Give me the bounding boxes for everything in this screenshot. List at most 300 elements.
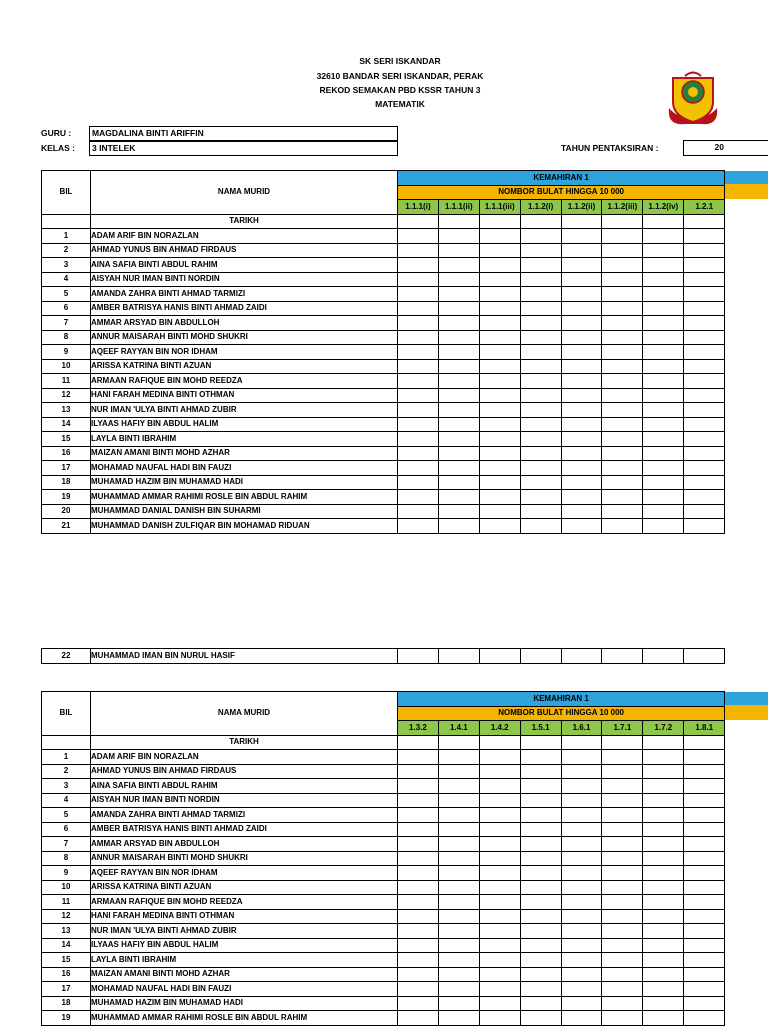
score-cell[interactable] — [520, 793, 561, 808]
tahun-field[interactable]: 20 — [683, 140, 768, 156]
score-cell[interactable] — [561, 779, 602, 794]
score-cell[interactable] — [643, 345, 684, 360]
score-cell[interactable] — [684, 822, 725, 837]
score-cell[interactable] — [438, 359, 479, 374]
score-cell[interactable] — [643, 909, 684, 924]
score-cell[interactable] — [398, 229, 439, 244]
score-cell[interactable] — [438, 982, 479, 997]
score-cell[interactable] — [398, 301, 439, 316]
score-cell[interactable] — [479, 1011, 520, 1026]
score-cell[interactable] — [684, 432, 725, 447]
score-cell[interactable] — [520, 953, 561, 968]
score-cell[interactable] — [520, 475, 561, 490]
score-cell[interactable] — [520, 345, 561, 360]
score-cell[interactable] — [684, 504, 725, 519]
score-cell[interactable] — [438, 779, 479, 794]
score-cell[interactable] — [520, 924, 561, 939]
tarikh-date-cell[interactable] — [561, 735, 602, 750]
score-cell[interactable] — [643, 851, 684, 866]
kelas-field[interactable]: 3 INTELEK — [89, 141, 398, 156]
score-cell[interactable] — [643, 519, 684, 534]
tarikh-date-cell[interactable] — [643, 214, 684, 229]
score-cell[interactable] — [398, 822, 439, 837]
score-cell[interactable] — [438, 272, 479, 287]
score-cell[interactable] — [398, 330, 439, 345]
score-cell[interactable] — [561, 924, 602, 939]
score-cell[interactable] — [479, 808, 520, 823]
score-cell[interactable] — [561, 1011, 602, 1026]
tarikh-date-cell[interactable] — [684, 735, 725, 750]
score-cell[interactable] — [520, 909, 561, 924]
score-cell[interactable] — [520, 287, 561, 302]
score-cell[interactable] — [684, 866, 725, 881]
score-cell[interactable] — [438, 938, 479, 953]
score-cell[interactable] — [520, 446, 561, 461]
score-cell[interactable] — [643, 866, 684, 881]
score-cell[interactable] — [684, 388, 725, 403]
score-cell[interactable] — [643, 229, 684, 244]
score-cell[interactable] — [602, 345, 643, 360]
score-cell[interactable] — [684, 301, 725, 316]
score-cell[interactable] — [479, 374, 520, 389]
score-cell[interactable] — [561, 446, 602, 461]
score-cell[interactable] — [520, 837, 561, 852]
score-cell[interactable] — [520, 359, 561, 374]
score-cell[interactable] — [684, 924, 725, 939]
score-cell[interactable] — [561, 967, 602, 982]
score-cell[interactable] — [561, 243, 602, 258]
score-cell[interactable] — [643, 504, 684, 519]
score-cell[interactable] — [602, 822, 643, 837]
score-cell[interactable] — [479, 779, 520, 794]
score-cell[interactable] — [561, 764, 602, 779]
score-cell[interactable] — [643, 793, 684, 808]
score-cell[interactable] — [479, 822, 520, 837]
score-cell[interactable] — [602, 519, 643, 534]
score-cell[interactable] — [479, 475, 520, 490]
score-cell[interactable] — [438, 301, 479, 316]
score-cell[interactable] — [561, 432, 602, 447]
score-cell[interactable] — [643, 490, 684, 505]
score-cell[interactable] — [438, 446, 479, 461]
score-cell[interactable] — [479, 764, 520, 779]
score-cell[interactable] — [602, 417, 643, 432]
score-cell[interactable] — [602, 446, 643, 461]
score-cell[interactable] — [561, 750, 602, 765]
score-cell[interactable] — [479, 953, 520, 968]
score-cell[interactable] — [398, 388, 439, 403]
score-cell[interactable] — [602, 301, 643, 316]
score-cell[interactable] — [438, 330, 479, 345]
score-cell[interactable] — [520, 866, 561, 881]
score-cell[interactable] — [602, 272, 643, 287]
score-cell[interactable] — [602, 851, 643, 866]
score-cell[interactable] — [479, 432, 520, 447]
score-cell[interactable] — [398, 967, 439, 982]
score-cell[interactable] — [561, 403, 602, 418]
score-cell[interactable] — [602, 1011, 643, 1026]
score-cell[interactable] — [684, 793, 725, 808]
score-cell[interactable] — [438, 851, 479, 866]
score-cell[interactable] — [643, 374, 684, 389]
score-cell[interactable] — [438, 793, 479, 808]
score-cell[interactable] — [561, 461, 602, 476]
score-cell[interactable] — [438, 287, 479, 302]
score-cell[interactable] — [479, 938, 520, 953]
tarikh-date-cell[interactable] — [438, 735, 479, 750]
score-cell[interactable] — [684, 750, 725, 765]
score-cell[interactable] — [643, 924, 684, 939]
score-cell[interactable] — [398, 837, 439, 852]
score-cell[interactable] — [602, 316, 643, 331]
tarikh-date-cell[interactable] — [479, 214, 520, 229]
score-cell[interactable] — [479, 504, 520, 519]
tarikh-date-cell[interactable] — [561, 214, 602, 229]
score-cell[interactable] — [438, 229, 479, 244]
score-cell[interactable] — [398, 316, 439, 331]
score-cell[interactable] — [602, 938, 643, 953]
score-cell[interactable] — [520, 403, 561, 418]
score-cell[interactable] — [643, 258, 684, 273]
score-cell[interactable] — [561, 374, 602, 389]
score-cell[interactable] — [684, 909, 725, 924]
score-cell[interactable] — [520, 432, 561, 447]
score-cell[interactable] — [398, 446, 439, 461]
score-cell[interactable] — [438, 504, 479, 519]
score-cell[interactable] — [438, 837, 479, 852]
score-cell[interactable] — [520, 764, 561, 779]
tarikh-date-cell[interactable] — [479, 735, 520, 750]
score-cell[interactable] — [520, 996, 561, 1011]
score-cell[interactable] — [643, 388, 684, 403]
score-cell[interactable] — [561, 229, 602, 244]
score-cell[interactable] — [561, 793, 602, 808]
score-cell[interactable] — [398, 779, 439, 794]
score-cell[interactable] — [479, 446, 520, 461]
score-cell[interactable] — [520, 388, 561, 403]
score-cell[interactable] — [561, 504, 602, 519]
tarikh-date-cell[interactable] — [602, 214, 643, 229]
score-cell[interactable] — [398, 345, 439, 360]
score-cell[interactable] — [479, 359, 520, 374]
score-cell[interactable] — [479, 461, 520, 476]
score-cell[interactable] — [398, 272, 439, 287]
score-cell[interactable] — [398, 519, 439, 534]
score-cell[interactable] — [643, 808, 684, 823]
score-cell[interactable] — [438, 374, 479, 389]
score-cell[interactable] — [684, 880, 725, 895]
score-cell[interactable] — [602, 866, 643, 881]
score-cell[interactable] — [398, 417, 439, 432]
score-cell[interactable] — [602, 953, 643, 968]
score-cell[interactable] — [520, 750, 561, 765]
score-cell[interactable] — [479, 996, 520, 1011]
score-cell[interactable] — [520, 330, 561, 345]
score-cell[interactable] — [684, 374, 725, 389]
score-cell[interactable] — [602, 996, 643, 1011]
score-cell[interactable] — [398, 359, 439, 374]
score-cell[interactable] — [438, 880, 479, 895]
score-cell[interactable] — [520, 490, 561, 505]
score-cell[interactable] — [643, 967, 684, 982]
score-cell[interactable] — [398, 880, 439, 895]
score-cell[interactable] — [561, 287, 602, 302]
score-cell[interactable] — [520, 272, 561, 287]
score-cell[interactable] — [602, 764, 643, 779]
score-cell[interactable] — [398, 258, 439, 273]
score-cell[interactable] — [561, 417, 602, 432]
score-cell[interactable] — [520, 649, 561, 664]
score-cell[interactable] — [520, 822, 561, 837]
score-cell[interactable] — [479, 895, 520, 910]
score-cell[interactable] — [561, 475, 602, 490]
score-cell[interactable] — [398, 895, 439, 910]
score-cell[interactable] — [438, 519, 479, 534]
score-cell[interactable] — [561, 490, 602, 505]
score-cell[interactable] — [398, 461, 439, 476]
tarikh-date-cell[interactable] — [643, 735, 684, 750]
score-cell[interactable] — [643, 301, 684, 316]
score-cell[interactable] — [602, 330, 643, 345]
tarikh-date-cell[interactable] — [684, 214, 725, 229]
score-cell[interactable] — [398, 851, 439, 866]
score-cell[interactable] — [438, 764, 479, 779]
score-cell[interactable] — [479, 837, 520, 852]
score-cell[interactable] — [684, 359, 725, 374]
score-cell[interactable] — [479, 229, 520, 244]
score-cell[interactable] — [438, 953, 479, 968]
score-cell[interactable] — [438, 243, 479, 258]
score-cell[interactable] — [643, 837, 684, 852]
score-cell[interactable] — [561, 851, 602, 866]
score-cell[interactable] — [602, 403, 643, 418]
score-cell[interactable] — [438, 996, 479, 1011]
score-cell[interactable] — [520, 374, 561, 389]
score-cell[interactable] — [684, 446, 725, 461]
score-cell[interactable] — [398, 938, 439, 953]
score-cell[interactable] — [398, 924, 439, 939]
score-cell[interactable] — [561, 895, 602, 910]
score-cell[interactable] — [398, 649, 439, 664]
score-cell[interactable] — [479, 272, 520, 287]
score-cell[interactable] — [479, 866, 520, 881]
score-cell[interactable] — [684, 461, 725, 476]
score-cell[interactable] — [398, 793, 439, 808]
score-cell[interactable] — [479, 243, 520, 258]
guru-field[interactable]: MAGDALINA BINTI ARIFFIN — [89, 126, 398, 141]
score-cell[interactable] — [479, 301, 520, 316]
score-cell[interactable] — [520, 504, 561, 519]
score-cell[interactable] — [520, 895, 561, 910]
tarikh-date-cell[interactable] — [520, 214, 561, 229]
score-cell[interactable] — [520, 982, 561, 997]
score-cell[interactable] — [602, 649, 643, 664]
score-cell[interactable] — [398, 403, 439, 418]
score-cell[interactable] — [479, 345, 520, 360]
score-cell[interactable] — [643, 243, 684, 258]
score-cell[interactable] — [520, 258, 561, 273]
score-cell[interactable] — [643, 417, 684, 432]
score-cell[interactable] — [643, 475, 684, 490]
score-cell[interactable] — [643, 996, 684, 1011]
score-cell[interactable] — [438, 822, 479, 837]
score-cell[interactable] — [438, 808, 479, 823]
tarikh-date-cell[interactable] — [398, 214, 439, 229]
score-cell[interactable] — [438, 866, 479, 881]
score-cell[interactable] — [520, 880, 561, 895]
score-cell[interactable] — [561, 258, 602, 273]
score-cell[interactable] — [520, 461, 561, 476]
score-cell[interactable] — [561, 996, 602, 1011]
score-cell[interactable] — [684, 764, 725, 779]
score-cell[interactable] — [479, 909, 520, 924]
score-cell[interactable] — [479, 519, 520, 534]
score-cell[interactable] — [520, 243, 561, 258]
score-cell[interactable] — [479, 851, 520, 866]
score-cell[interactable] — [479, 417, 520, 432]
score-cell[interactable] — [438, 417, 479, 432]
score-cell[interactable] — [602, 490, 643, 505]
score-cell[interactable] — [602, 924, 643, 939]
score-cell[interactable] — [398, 953, 439, 968]
score-cell[interactable] — [561, 953, 602, 968]
score-cell[interactable] — [438, 750, 479, 765]
score-cell[interactable] — [398, 982, 439, 997]
score-cell[interactable] — [643, 750, 684, 765]
score-cell[interactable] — [520, 1011, 561, 1026]
score-cell[interactable] — [561, 880, 602, 895]
score-cell[interactable] — [520, 938, 561, 953]
score-cell[interactable] — [684, 345, 725, 360]
score-cell[interactable] — [438, 461, 479, 476]
score-cell[interactable] — [561, 938, 602, 953]
score-cell[interactable] — [520, 779, 561, 794]
score-cell[interactable] — [479, 793, 520, 808]
score-cell[interactable] — [643, 764, 684, 779]
score-cell[interactable] — [643, 938, 684, 953]
score-cell[interactable] — [684, 953, 725, 968]
score-cell[interactable] — [602, 793, 643, 808]
score-cell[interactable] — [602, 895, 643, 910]
score-cell[interactable] — [602, 967, 643, 982]
score-cell[interactable] — [561, 316, 602, 331]
score-cell[interactable] — [479, 490, 520, 505]
score-cell[interactable] — [398, 1011, 439, 1026]
score-cell[interactable] — [684, 243, 725, 258]
score-cell[interactable] — [643, 446, 684, 461]
score-cell[interactable] — [561, 837, 602, 852]
score-cell[interactable] — [398, 475, 439, 490]
score-cell[interactable] — [684, 895, 725, 910]
score-cell[interactable] — [684, 287, 725, 302]
score-cell[interactable] — [602, 750, 643, 765]
score-cell[interactable] — [602, 432, 643, 447]
score-cell[interactable] — [561, 649, 602, 664]
score-cell[interactable] — [479, 982, 520, 997]
score-cell[interactable] — [438, 475, 479, 490]
score-cell[interactable] — [602, 287, 643, 302]
score-cell[interactable] — [438, 909, 479, 924]
score-cell[interactable] — [520, 301, 561, 316]
score-cell[interactable] — [602, 475, 643, 490]
score-cell[interactable] — [398, 909, 439, 924]
score-cell[interactable] — [398, 374, 439, 389]
score-cell[interactable] — [602, 258, 643, 273]
score-cell[interactable] — [561, 345, 602, 360]
score-cell[interactable] — [602, 504, 643, 519]
score-cell[interactable] — [561, 982, 602, 997]
score-cell[interactable] — [684, 475, 725, 490]
score-cell[interactable] — [643, 461, 684, 476]
score-cell[interactable] — [520, 519, 561, 534]
score-cell[interactable] — [643, 330, 684, 345]
score-cell[interactable] — [602, 359, 643, 374]
score-cell[interactable] — [643, 432, 684, 447]
score-cell[interactable] — [561, 272, 602, 287]
score-cell[interactable] — [561, 301, 602, 316]
tarikh-date-cell[interactable] — [602, 735, 643, 750]
score-cell[interactable] — [602, 229, 643, 244]
score-cell[interactable] — [479, 967, 520, 982]
score-cell[interactable] — [479, 750, 520, 765]
score-cell[interactable] — [520, 967, 561, 982]
score-cell[interactable] — [684, 229, 725, 244]
score-cell[interactable] — [684, 490, 725, 505]
score-cell[interactable] — [684, 996, 725, 1011]
score-cell[interactable] — [602, 880, 643, 895]
score-cell[interactable] — [438, 895, 479, 910]
score-cell[interactable] — [684, 403, 725, 418]
score-cell[interactable] — [479, 330, 520, 345]
score-cell[interactable] — [479, 403, 520, 418]
score-cell[interactable] — [398, 996, 439, 1011]
score-cell[interactable] — [643, 403, 684, 418]
score-cell[interactable] — [684, 519, 725, 534]
score-cell[interactable] — [479, 880, 520, 895]
tarikh-date-cell[interactable] — [438, 214, 479, 229]
score-cell[interactable] — [684, 851, 725, 866]
score-cell[interactable] — [684, 258, 725, 273]
score-cell[interactable] — [602, 388, 643, 403]
score-cell[interactable] — [643, 287, 684, 302]
score-cell[interactable] — [643, 316, 684, 331]
score-cell[interactable] — [684, 938, 725, 953]
score-cell[interactable] — [398, 243, 439, 258]
score-cell[interactable] — [438, 345, 479, 360]
score-cell[interactable] — [561, 909, 602, 924]
score-cell[interactable] — [643, 649, 684, 664]
score-cell[interactable] — [643, 953, 684, 968]
score-cell[interactable] — [643, 982, 684, 997]
score-cell[interactable] — [398, 287, 439, 302]
score-cell[interactable] — [684, 1011, 725, 1026]
score-cell[interactable] — [561, 388, 602, 403]
score-cell[interactable] — [684, 837, 725, 852]
score-cell[interactable] — [479, 924, 520, 939]
score-cell[interactable] — [561, 808, 602, 823]
score-cell[interactable] — [398, 764, 439, 779]
score-cell[interactable] — [643, 779, 684, 794]
score-cell[interactable] — [479, 316, 520, 331]
score-cell[interactable] — [684, 779, 725, 794]
score-cell[interactable] — [438, 403, 479, 418]
score-cell[interactable] — [398, 750, 439, 765]
score-cell[interactable] — [643, 880, 684, 895]
score-cell[interactable] — [398, 808, 439, 823]
score-cell[interactable] — [520, 316, 561, 331]
score-cell[interactable] — [479, 649, 520, 664]
score-cell[interactable] — [602, 837, 643, 852]
